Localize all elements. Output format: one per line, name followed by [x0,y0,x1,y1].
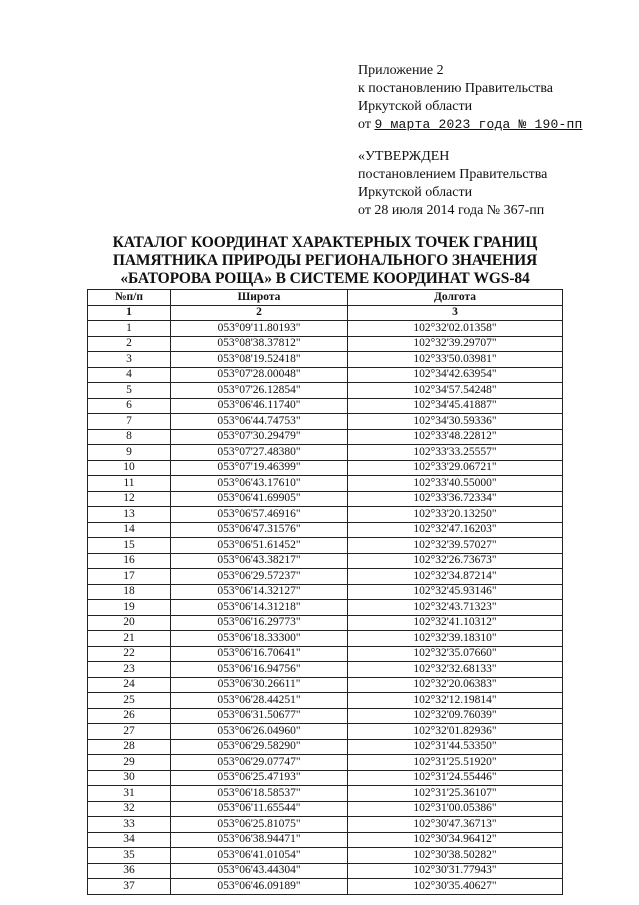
coordinates-table [87,289,563,895]
point-index: 11 [88,476,171,492]
appendix-resolution-line: к постановлению Правительства [358,81,554,96]
table-row [88,646,563,662]
latitude-cell: 053°06'16.70641" [171,646,348,662]
appendix-date-prefix: от [358,117,371,132]
longitude-cell: 102°32'43.71323" [348,600,563,616]
latitude-cell: 053°06'43.17610" [171,476,348,492]
table-row [88,383,563,399]
longitude-cell: 102°31'24.55446" [348,770,563,786]
table-row [88,879,563,895]
longitude-cell: 102°31'25.51920" [348,755,563,771]
longitude-cell: 102°30'31.77943" [348,863,563,879]
latitude-cell: 053°06'57.46916" [171,507,348,523]
latitude-cell: 053°06'14.31218" [171,600,348,616]
point-index: 37 [88,879,171,895]
point-index: 27 [88,724,171,740]
table-row [88,600,563,616]
point-index: 26 [88,708,171,724]
approved-heading: «УТВЕРЖДЕН [358,149,450,164]
table-row [88,724,563,740]
point-index: 36 [88,863,171,879]
point-index: 20 [88,615,171,631]
point-index: 15 [88,538,171,554]
longitude-cell: 102°32'39.57027" [348,538,563,554]
point-index: 19 [88,600,171,616]
point-index: 14 [88,522,171,538]
longitude-cell: 102°33'40.55000" [348,476,563,492]
point-index: 17 [88,569,171,585]
point-index: 31 [88,786,171,802]
latitude-cell: 053°06'11.65544" [171,801,348,817]
table-row [88,538,563,554]
latitude-cell: 053°07'30.29479" [171,429,348,445]
longitude-cell: 102°32'41.10312" [348,615,563,631]
point-index: 18 [88,584,171,600]
longitude-cell: 102°32'12.19814" [348,693,563,709]
appendix-number: Приложение 2 [358,63,444,78]
point-index: 35 [88,848,171,864]
approved-block [358,148,547,220]
longitude-cell: 102°31'25.36107" [348,786,563,802]
appendix-block [358,62,582,134]
longitude-cell: 102°30'35.40627" [348,879,563,895]
point-index: 32 [88,801,171,817]
latitude-cell: 053°06'18.33300" [171,631,348,647]
point-index: 33 [88,817,171,833]
longitude-cell: 102°30'34.96412" [348,832,563,848]
point-index: 13 [88,507,171,523]
table-row [88,770,563,786]
longitude-cell: 102°32'02.01358" [348,321,563,337]
table-row [88,693,563,709]
point-index: 5 [88,383,171,399]
table-row [88,321,563,337]
longitude-cell: 102°32'26.73673" [348,553,563,569]
table-row [88,832,563,848]
latitude-cell: 053°06'25.47193" [171,770,348,786]
longitude-cell: 102°34'57.54248" [348,383,563,399]
header-index: №п/п [88,290,171,306]
header-latitude: Широта [171,290,348,306]
table-row [88,662,563,678]
table-row [88,367,563,383]
appendix-region-line: Иркутской области [358,99,473,114]
latitude-cell: 053°07'26.12854" [171,383,348,399]
approved-date-line: от 28 июля 2014 года № 367-пп [358,203,545,218]
point-index: 4 [88,367,171,383]
longitude-cell: 102°33'36.72334" [348,491,563,507]
latitude-cell: 053°06'28.44251" [171,693,348,709]
table-row [88,631,563,647]
latitude-cell: 053°06'51.61452" [171,538,348,554]
table-row [88,553,563,569]
title-line-2: ПАМЯТНИКА ПРИРОДЫ РЕГИОНАЛЬНОГО ЗНАЧЕНИЯ [112,252,538,269]
column-number-row [88,305,563,321]
latitude-cell: 053°06'41.01054" [171,848,348,864]
longitude-cell: 102°33'50.03981" [348,352,563,368]
point-index: 28 [88,739,171,755]
latitude-cell: 053°06'31.50677" [171,708,348,724]
point-index: 7 [88,414,171,430]
longitude-cell: 102°32'47.16203" [348,522,563,538]
longitude-cell: 102°31'44.53350" [348,739,563,755]
point-index: 6 [88,398,171,414]
longitude-cell: 102°32'45.93146" [348,584,563,600]
latitude-cell: 053°06'26.04960" [171,724,348,740]
table-row [88,476,563,492]
latitude-cell: 053°08'19.52418" [171,352,348,368]
longitude-cell: 102°33'33.25557" [348,445,563,461]
longitude-cell: 102°31'00.05386" [348,801,563,817]
appendix-date-typed: 9 марта 2023 года № 190-пп [374,117,583,132]
latitude-cell: 053°06'16.94756" [171,662,348,678]
title-line-3: «БАТОРОВА РОЩА» В СИСТЕМЕ КООРДИНАТ WGS-84 [120,270,530,287]
table-row [88,801,563,817]
table-row [88,739,563,755]
table-row [88,352,563,368]
latitude-cell: 053°07'28.00048" [171,367,348,383]
latitude-cell: 053°06'38.94471" [171,832,348,848]
table-row [88,398,563,414]
longitude-cell: 102°34'42.63954" [348,367,563,383]
point-index: 2 [88,336,171,352]
table-row [88,677,563,693]
longitude-cell: 102°32'20.06383" [348,677,563,693]
longitude-cell: 102°34'45.41887" [348,398,563,414]
point-index: 29 [88,755,171,771]
point-index: 24 [88,677,171,693]
latitude-cell: 053°06'30.26611" [171,677,348,693]
table-row [88,414,563,430]
longitude-cell: 102°32'32.68133" [348,662,563,678]
table-row [88,584,563,600]
table-row [88,491,563,507]
latitude-cell: 053°06'41.69905" [171,491,348,507]
longitude-cell: 102°32'01.82936" [348,724,563,740]
approved-region-line: Иркутской области [358,185,473,200]
longitude-cell: 102°33'29.06721" [348,460,563,476]
table-row [88,615,563,631]
table-row [88,522,563,538]
point-index: 10 [88,460,171,476]
point-index: 25 [88,693,171,709]
column-number-2: 2 [171,305,348,321]
point-index: 34 [88,832,171,848]
table-row [88,863,563,879]
longitude-cell: 102°32'35.07660" [348,646,563,662]
table-row [88,460,563,476]
latitude-cell: 053°09'11.80193" [171,321,348,337]
column-number-3: 3 [348,305,563,321]
longitude-cell: 102°30'38.50282" [348,848,563,864]
latitude-cell: 053°06'46.11740" [171,398,348,414]
longitude-cell: 102°32'39.18310" [348,631,563,647]
point-index: 8 [88,429,171,445]
point-index: 1 [88,321,171,337]
latitude-cell: 053°08'38.37812" [171,336,348,352]
latitude-cell: 053°06'29.58290" [171,739,348,755]
longitude-cell: 102°34'30.59336" [348,414,563,430]
latitude-cell: 053°06'43.38217" [171,553,348,569]
header-longitude: Долгота [348,290,563,306]
latitude-cell: 053°07'19.46399" [171,460,348,476]
latitude-cell: 053°07'27.48380" [171,445,348,461]
latitude-cell: 053°06'46.09189" [171,879,348,895]
point-index: 3 [88,352,171,368]
longitude-cell: 102°32'39.29707" [348,336,563,352]
latitude-cell: 053°06'44.74753" [171,414,348,430]
longitude-cell: 102°33'48.22812" [348,429,563,445]
point-index: 22 [88,646,171,662]
latitude-cell: 053°06'18.58537" [171,786,348,802]
column-number-1: 1 [88,305,171,321]
table-row [88,429,563,445]
table-row [88,708,563,724]
table-row [88,786,563,802]
latitude-cell: 053°06'25.81075" [171,817,348,833]
table-row [88,755,563,771]
point-index: 9 [88,445,171,461]
table-row [88,507,563,523]
title-line-1: КАТАЛОГ КООРДИНАТ ХАРАКТЕРНЫХ ТОЧЕК ГРАНИЦ [112,234,538,251]
appendix-date-line [358,116,582,134]
table-row [88,569,563,585]
longitude-cell: 102°30'47.36713" [348,817,563,833]
point-index: 30 [88,770,171,786]
latitude-cell: 053°06'47.31576" [171,522,348,538]
table-row [88,336,563,352]
latitude-cell: 053°06'16.29773" [171,615,348,631]
latitude-cell: 053°06'43.44304" [171,863,348,879]
latitude-cell: 053°06'29.57237" [171,569,348,585]
point-index: 21 [88,631,171,647]
latitude-cell: 053°06'14.32127" [171,584,348,600]
point-index: 23 [88,662,171,678]
table-row [88,848,563,864]
table-header-row [88,290,563,306]
point-index: 12 [88,491,171,507]
latitude-cell: 053°06'29.07747" [171,755,348,771]
longitude-cell: 102°33'20.13250" [348,507,563,523]
point-index: 16 [88,553,171,569]
table-row [88,445,563,461]
longitude-cell: 102°32'09.76039" [348,708,563,724]
document-title [60,234,590,288]
table-row [88,817,563,833]
table-body [88,305,563,894]
approved-resolution-line: постановлением Правительства [358,167,548,182]
longitude-cell: 102°32'34.87214" [348,569,563,585]
